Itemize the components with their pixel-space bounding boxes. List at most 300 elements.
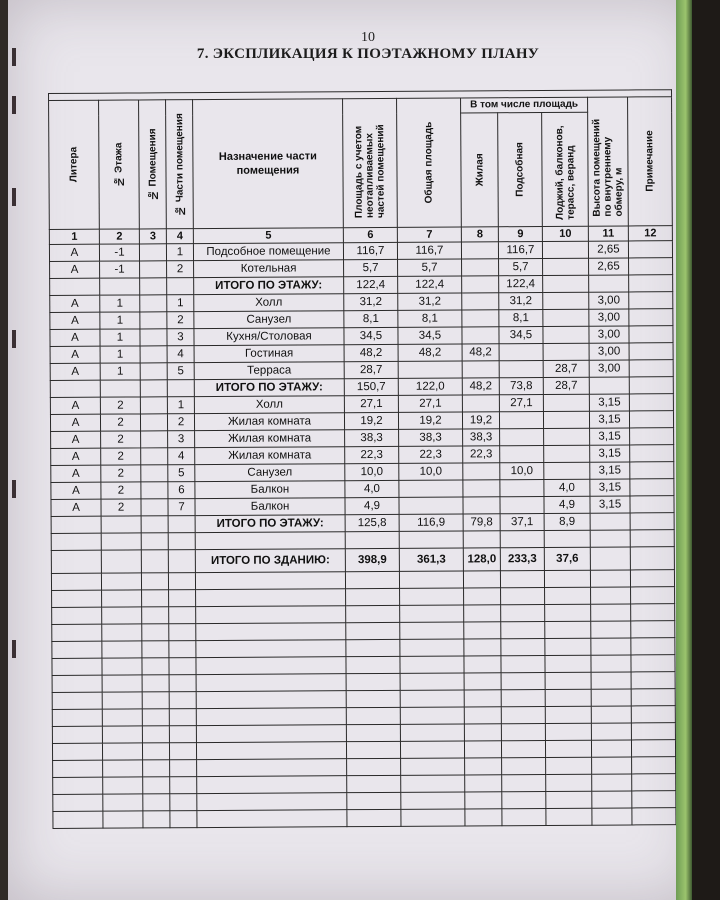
table-cell: А (51, 482, 101, 499)
table-cell (52, 675, 102, 692)
table-cell: 3,15 (589, 411, 629, 428)
table-cell: А (50, 414, 100, 431)
table-cell (464, 707, 501, 724)
table-cell (142, 607, 169, 624)
table-cell (103, 811, 143, 828)
table-cell: А (50, 363, 100, 380)
table-cell (545, 706, 591, 723)
table-cell (51, 533, 101, 550)
table-cell: 3,15 (589, 394, 629, 411)
table-cell: 28,7 (543, 360, 589, 377)
table-cell (631, 638, 675, 655)
table-cell: 2,65 (588, 241, 628, 258)
table-cell (51, 573, 101, 590)
table-cell (464, 741, 501, 758)
table-cell (464, 622, 501, 639)
table-cell (463, 531, 500, 548)
table-cell (546, 791, 592, 808)
table-cell: 10,0 (399, 463, 463, 480)
table-cell: А (51, 431, 101, 448)
table-cell (401, 792, 465, 809)
table-cell (500, 570, 544, 587)
table-cell: 4,0 (345, 480, 399, 497)
table-cell (501, 706, 545, 723)
table-cell (463, 497, 500, 514)
table-cell (101, 550, 141, 573)
table-cell: А (50, 329, 100, 346)
table-cell (103, 777, 143, 794)
header-part: № Части помещения (173, 112, 186, 216)
table-cell (102, 709, 142, 726)
table-cell (543, 343, 589, 360)
table-cell (592, 791, 632, 808)
table-cell: 31,2 (499, 292, 543, 309)
table-cell: 31,2 (398, 293, 462, 310)
table-cell (52, 743, 102, 760)
table-cell: 2 (100, 397, 140, 414)
table-cell (544, 445, 590, 462)
table-cell (589, 275, 629, 292)
table-cell (140, 380, 167, 397)
table-cell: 48,2 (462, 378, 499, 395)
table-cell (398, 361, 462, 378)
table-cell (631, 689, 675, 706)
table-cell (630, 570, 674, 587)
table-cell (347, 758, 401, 775)
table-cell: 34,5 (344, 327, 398, 344)
table-cell (546, 808, 592, 825)
table-cell (463, 571, 500, 588)
table-cell: 116,7 (397, 242, 461, 259)
table-cell (630, 445, 674, 462)
table-cell (103, 794, 143, 811)
table-cell: 1 (166, 244, 193, 261)
table-cell (591, 621, 631, 638)
table-cell (399, 571, 463, 588)
room-name-cell: Подсобное помещение (193, 243, 343, 261)
table-cell (545, 740, 591, 757)
table-cell: 10,0 (345, 463, 399, 480)
table-cell (140, 295, 167, 312)
table-cell: 3,00 (589, 292, 629, 309)
table-cell (500, 428, 544, 445)
table-cell (543, 275, 589, 292)
table-cell (545, 621, 591, 638)
table-cell (142, 641, 169, 658)
table-cell (629, 275, 673, 292)
table-cell (543, 326, 589, 343)
table-cell (499, 343, 543, 360)
table-cell (142, 726, 169, 743)
table-cell (464, 605, 501, 622)
col-number: 11 (588, 226, 628, 241)
table-cell (630, 479, 674, 496)
table-cell (102, 658, 142, 675)
table-cell: 128,0 (463, 548, 500, 571)
table-cell (169, 624, 196, 641)
table-cell (464, 724, 501, 741)
table-cell (590, 513, 630, 530)
room-name-cell: Санузел (194, 311, 344, 329)
table-cell (52, 692, 102, 709)
table-cell (461, 242, 498, 259)
page-title: 7. ЭКСПЛИКАЦИЯ К ПОЭТАЖНОМУ ПЛАНУ (196, 46, 540, 62)
table-cell (501, 689, 545, 706)
table-cell: 5 (167, 363, 194, 380)
table-cell (53, 760, 103, 777)
room-name-cell: ИТОГО ПО ЭТАЖУ: (194, 277, 344, 295)
room-name-cell: Жилая комната (194, 413, 344, 431)
table-cell (591, 706, 631, 723)
table-cell (400, 656, 464, 673)
header-note: Примечание (644, 130, 656, 192)
table-cell (501, 638, 545, 655)
table-cell (52, 607, 102, 624)
room-name-cell: Балкон (195, 481, 345, 499)
table-cell (141, 482, 168, 499)
table-cell (544, 530, 590, 547)
col-number: 9 (498, 226, 542, 241)
table-cell (50, 380, 100, 397)
table-cell (345, 531, 399, 548)
table-cell (400, 724, 464, 741)
table-cell (501, 587, 545, 604)
table-cell (591, 672, 631, 689)
table-cell (543, 394, 589, 411)
table-cell (629, 377, 673, 394)
table-body (49, 241, 676, 829)
header-purpose: Назначение части помещения (193, 99, 344, 229)
table-cell (140, 278, 167, 295)
table-cell (630, 530, 674, 547)
table-cell (102, 624, 142, 641)
col-number: 4 (166, 229, 193, 244)
table-cell (141, 448, 168, 465)
table-cell: 1 (100, 329, 140, 346)
table-cell (630, 428, 674, 445)
table-cell: 4,9 (345, 497, 399, 514)
table-cell: 31,2 (344, 293, 398, 310)
table-cell (545, 672, 591, 689)
table-cell (170, 794, 197, 811)
table-cell (590, 530, 630, 547)
table-cell (631, 604, 675, 621)
table-cell (631, 655, 675, 672)
table-cell (462, 293, 499, 310)
table-cell: 122,4 (398, 276, 462, 293)
table-cell (629, 394, 673, 411)
table-cell (401, 775, 465, 792)
table-cell (167, 278, 194, 295)
table-cell (401, 809, 465, 826)
table-cell: 19,2 (462, 412, 499, 429)
table-cell (196, 725, 346, 743)
table-cell (168, 573, 195, 590)
table-cell (196, 657, 346, 675)
table-cell (141, 516, 168, 533)
table-cell (101, 516, 141, 533)
table-cell (502, 791, 546, 808)
table-cell: 1 (167, 397, 194, 414)
header-auxiliary: Подсобная (514, 142, 526, 198)
table-cell (544, 462, 590, 479)
table-cell (629, 360, 673, 377)
table-cell (629, 258, 673, 275)
table-cell (196, 623, 346, 641)
table-cell: А (50, 397, 100, 414)
table-cell (630, 496, 674, 513)
table-cell: 2 (100, 414, 140, 431)
header-room: № Помещения (146, 128, 159, 201)
table-cell (591, 638, 631, 655)
table-cell (347, 792, 401, 809)
table-cell (347, 809, 401, 826)
table-cell (169, 658, 196, 675)
table-cell (346, 639, 400, 656)
table-cell (464, 690, 501, 707)
table-cell (545, 689, 591, 706)
table-cell: 22,3 (345, 446, 399, 463)
table-cell (400, 741, 464, 758)
table-cell (143, 811, 170, 828)
table-cell (632, 791, 676, 808)
room-name-cell: Жилая комната (195, 447, 345, 465)
table-cell (170, 811, 197, 828)
table-cell (465, 809, 502, 826)
table-cell (346, 724, 400, 741)
table-cell: 2 (101, 465, 141, 482)
table-cell (464, 588, 501, 605)
binding-mark (12, 96, 16, 114)
table-cell (499, 411, 543, 428)
table-cell (102, 641, 142, 658)
table-cell (101, 533, 141, 550)
table-cell (139, 244, 166, 261)
table-cell (168, 533, 195, 550)
table-cell: 2,65 (589, 258, 629, 275)
table-cell: -1 (99, 244, 139, 261)
room-name-cell: Холл (194, 396, 344, 414)
table-cell (500, 530, 544, 547)
header-litera: Литера (68, 147, 80, 183)
table-cell: 27,1 (499, 394, 543, 411)
table-cell: 2 (101, 482, 141, 499)
table-cell (631, 587, 675, 604)
table-cell (143, 777, 170, 794)
table-cell: 125,8 (345, 514, 399, 531)
table-cell (346, 707, 400, 724)
table-cell: 4 (167, 346, 194, 363)
table-cell (52, 658, 102, 675)
table-cell (630, 462, 674, 479)
table-cell (629, 326, 673, 343)
room-name-cell: Котельная (194, 260, 344, 278)
table-cell (631, 723, 675, 740)
table-cell (169, 709, 196, 726)
table-cell: 73,8 (499, 377, 543, 394)
table-cell (141, 499, 168, 516)
table-cell (463, 480, 500, 497)
table-cell: 1 (100, 295, 140, 312)
table-cell (169, 641, 196, 658)
table-cell: 116,7 (343, 242, 397, 259)
table-cell (543, 292, 589, 309)
table-cell (100, 380, 140, 397)
table-cell (102, 726, 142, 743)
table-cell: 8,1 (398, 310, 462, 327)
table-cell (462, 395, 499, 412)
table-cell (545, 638, 591, 655)
table-cell: 48,2 (344, 344, 398, 361)
col-number: 2 (99, 229, 139, 244)
table-cell (591, 723, 631, 740)
table-cell (142, 590, 169, 607)
table-cell (169, 675, 196, 692)
table-cell (347, 775, 401, 792)
table-cell (53, 811, 103, 828)
empty-row (53, 808, 676, 829)
binding-mark (12, 330, 16, 348)
table-cell: А (50, 312, 100, 329)
table-cell (141, 533, 168, 550)
table-cell: 3,00 (589, 309, 629, 326)
binding-mark (12, 188, 16, 206)
table-cell (196, 674, 346, 692)
table-cell: 122,4 (499, 275, 543, 292)
table-cell: 2 (167, 261, 194, 278)
page-number: 10 (361, 30, 375, 45)
header-loggias: Лоджий, балконов, терасс, веранд (553, 124, 577, 220)
table-cell (346, 673, 400, 690)
room-name-cell: Кухня/Столовая (194, 328, 344, 346)
table-cell (102, 607, 142, 624)
header-floor: № Этажа (113, 142, 125, 187)
table-cell (501, 621, 545, 638)
table-cell: А (51, 499, 101, 516)
table-cell (500, 445, 544, 462)
col-number: 1 (49, 229, 99, 244)
table-cell (196, 640, 346, 658)
table-cell: 7 (168, 499, 195, 516)
table-cell: 28,7 (543, 377, 589, 394)
table-cell: 2 (167, 312, 194, 329)
table-cell: 3,15 (590, 445, 630, 462)
table-cell (545, 587, 591, 604)
table-cell (464, 639, 501, 656)
table-cell: 22,3 (399, 446, 463, 463)
table-cell: 2 (101, 499, 141, 516)
table-cell (631, 706, 675, 723)
table-cell: 3,15 (590, 479, 630, 496)
table-cell (169, 726, 196, 743)
table-cell (632, 757, 676, 774)
table-cell (502, 757, 546, 774)
table-cell (52, 709, 102, 726)
table-cell (592, 808, 632, 825)
table-cell (546, 757, 592, 774)
table-cell (631, 672, 675, 689)
table-cell (545, 604, 591, 621)
room-name-cell: Холл (194, 294, 344, 312)
table-cell (501, 723, 545, 740)
table-cell (196, 742, 346, 760)
table-cell (142, 709, 169, 726)
table-cell (501, 740, 545, 757)
table-cell: 27,1 (398, 395, 462, 412)
table-cell (463, 463, 500, 480)
table-cell (141, 465, 168, 482)
table-cell (400, 639, 464, 656)
table-cell (346, 690, 400, 707)
table-cell (102, 590, 142, 607)
table-cell (140, 261, 167, 278)
binding-mark (12, 48, 16, 66)
table-cell: 6 (168, 482, 195, 499)
table-cell (544, 428, 590, 445)
table-cell (591, 689, 631, 706)
table-cell (168, 550, 195, 573)
col-number: 7 (397, 227, 461, 242)
table-cell (401, 758, 465, 775)
header-area-total: Общая площадь (423, 121, 435, 204)
header-living: Жилая (473, 153, 486, 187)
table-cell (500, 479, 544, 496)
explication-table (48, 89, 676, 829)
table-cell (102, 692, 142, 709)
table-cell (501, 655, 545, 672)
table-cell (631, 621, 675, 638)
table-cell (542, 241, 588, 258)
table-cell: 1 (167, 295, 194, 312)
table-cell (462, 276, 499, 293)
table-cell (102, 743, 142, 760)
table-cell: 10,0 (500, 462, 544, 479)
table-cell: 4,0 (544, 479, 590, 496)
header-area-unheated: Площадь с учетом неотапливаемых частей помещений (353, 124, 387, 219)
table-cell (143, 760, 170, 777)
table-cell (543, 258, 589, 275)
table-cell: 150,7 (344, 378, 398, 395)
table-cell (591, 604, 631, 621)
table-cell (196, 606, 346, 624)
table-cell (197, 759, 347, 777)
table-cell (502, 774, 546, 791)
room-name-cell: Балкон (195, 498, 345, 516)
table-cell: 5,7 (398, 259, 462, 276)
table-cell: 38,3 (463, 429, 500, 446)
table-cell: 79,8 (463, 514, 500, 531)
room-name-cell: Гостиная (194, 345, 344, 363)
building-total-label: ИТОГО ПО ЗДАНИЮ: (195, 549, 345, 573)
table-cell (628, 241, 672, 258)
table-cell: 361,3 (399, 548, 463, 571)
table-cell: 1 (100, 363, 140, 380)
table-cell (346, 741, 400, 758)
table-cell (589, 377, 629, 394)
table-cell (400, 690, 464, 707)
table-cell: А (50, 295, 100, 312)
table-cell (500, 496, 544, 513)
header-incl-group: В том числе площадь (461, 97, 588, 113)
table-cell (140, 414, 167, 431)
table-cell: 8,9 (544, 513, 590, 530)
table-cell: 1 (100, 312, 140, 329)
table-cell (52, 624, 102, 641)
green-folder-edge (676, 0, 692, 900)
table-cell (462, 310, 499, 327)
table-cell (629, 411, 673, 428)
table-cell: 8,1 (344, 310, 398, 327)
